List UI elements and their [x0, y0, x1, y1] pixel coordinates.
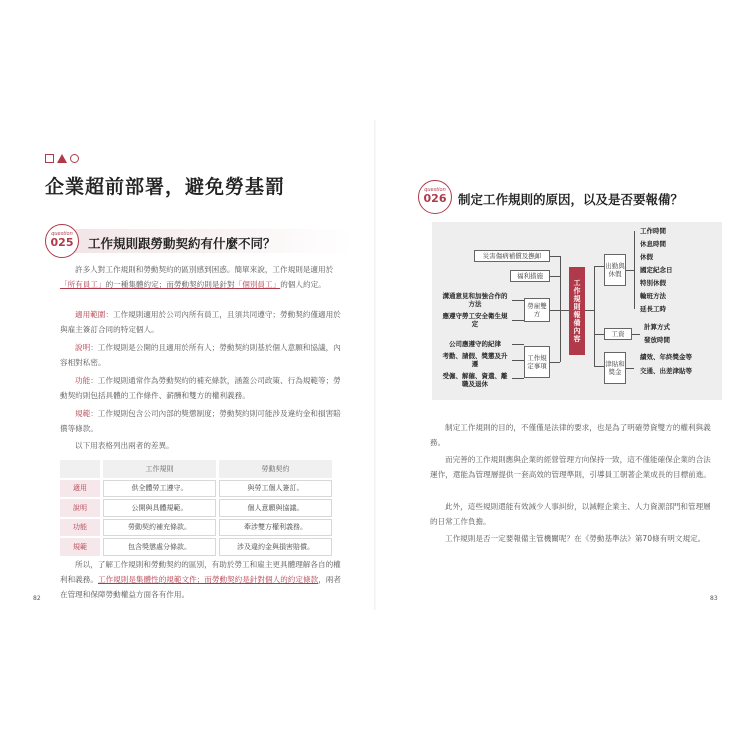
- table-corner: [60, 460, 100, 478]
- chapter-title: 企業超前部署，避免勞基罰: [45, 176, 286, 198]
- diagram-leave-list: [640, 225, 673, 316]
- triangle-icon: [57, 154, 67, 163]
- table-cell: 包含獎懲處分條款。: [103, 538, 216, 556]
- table-row-label: 規範: [60, 538, 100, 556]
- paragraph-scope: 適用範圍：工作規則適用於公司內所有員工，且須共同遵守；勞動契約僅適用於與雇主簽訂合同的特定個人。: [60, 310, 341, 334]
- diagram-item: 公司應遵守的紀律: [449, 340, 501, 348]
- table-header-cell: 勞動契約: [219, 460, 332, 478]
- report-content-diagram: [432, 222, 722, 400]
- diagram-node: 工作規定事項: [524, 346, 550, 378]
- page-number-left: 82: [33, 595, 41, 602]
- diagram-node: 出勤與休假: [604, 254, 626, 286]
- chapter-icons: [45, 154, 79, 166]
- diagram-connector: [550, 310, 560, 311]
- question-number: 025: [50, 236, 74, 249]
- question-title: 工作規則跟勞動契約有什麼不同？: [88, 236, 276, 251]
- diagram-item: 應遵守勞工安全衛生規定: [442, 312, 508, 328]
- diagram-node: 災害傷病補償及撫卹: [474, 250, 550, 262]
- circle-icon: [70, 154, 79, 163]
- table-header-row: [60, 460, 332, 478]
- question-word: question: [51, 231, 73, 237]
- diagram-connector: [550, 362, 560, 363]
- paragraph-management: 而完善的工作規則應與企業的經營管理方向保持一致，這不僅能確保企業的合法運作，還能為管理層提供一套高效的管理準則，引導員工朝著企業成長的目標前進。: [430, 455, 711, 479]
- paragraph-intro: 許多人對工作規則和勞動契約的區別感到困惑。簡單來說，工作規則是適用於「所有員工」的一種集體約定；而勞動契約則是針對「個別員工」的個人約定。: [60, 265, 334, 289]
- diagram-bracket: [634, 231, 635, 309]
- question-title: 制定工作規則的原因，以及是否要報備？: [458, 192, 684, 207]
- diagram-connector: [594, 366, 604, 367]
- square-icon: [45, 154, 54, 163]
- table-cell: 與勞工個人簽訂。: [219, 480, 332, 498]
- diagram-allowance-list: [640, 353, 700, 376]
- diagram-item: 發放時間: [644, 336, 670, 344]
- diagram-wage-list: [644, 321, 670, 347]
- question-number: 026: [423, 192, 447, 205]
- diagram-item: 考勤、請假、獎懲及升遷: [442, 352, 508, 368]
- table-cell: 勞動契約補充條款。: [103, 519, 216, 537]
- diagram-connector: [550, 256, 560, 257]
- diagram-item: 計算方式: [644, 323, 670, 331]
- diagram-connector: [585, 310, 594, 311]
- diagram-node: 勞雇雙方: [524, 298, 550, 322]
- diagram-item: 輪班方法: [640, 292, 666, 300]
- comparison-table: [60, 460, 332, 558]
- diagram-item: 延長工時: [640, 305, 666, 313]
- diagram-connector: [512, 320, 524, 321]
- book-gutter: [374, 120, 376, 610]
- paragraph-rules: 規範：工作規則包含公司內部的獎懲制度；勞動契約則可能涉及違約金和損害賠償等條款。: [60, 409, 341, 433]
- table-cell: 涉及違約金與損害賠償。: [219, 538, 332, 556]
- paragraph-summary: 所以，了解工作規則和勞動契約的區別，有助於勞工和雇主更具體理解各自的權利和義務。工作規則是集體性的規範文件；而勞動契約是針對個人的約定條款，兩者在管理和保障勞動權益方面各有作用。: [60, 560, 341, 599]
- diagram-connector: [626, 270, 634, 271]
- diagram-node: 工資: [604, 328, 632, 340]
- table-cell: 供全體勞工遵守。: [103, 480, 216, 498]
- table-cell: 個人意願與協議。: [219, 499, 332, 517]
- table-row: [60, 538, 332, 556]
- diagram-item: 特別休假: [640, 279, 666, 287]
- page-number-right: 83: [710, 595, 718, 602]
- paragraph-purpose: 制定工作規則的目的，不僅僅是法律的要求，也是為了明確勞資雙方的權利與義務。: [430, 423, 711, 447]
- table-row-label: 適用: [60, 480, 100, 498]
- diagram-connector: [594, 266, 604, 267]
- question-badge: [418, 180, 452, 214]
- paragraph-disputes: 此外，這些規則還能有效減少人事糾紛，以減輕企業主、人力資源部門和管理層的日常工作負擔。: [430, 502, 711, 526]
- diagram-item: 受僱、解僱、資遣、離職及退休: [442, 372, 508, 388]
- diagram-spine: [560, 256, 561, 362]
- diagram-connector: [512, 344, 524, 345]
- paragraph-table-intro: 以下用表格列出兩者的差異。: [75, 441, 174, 450]
- diagram-connector: [626, 368, 634, 369]
- table-header-cell: 工作規則: [103, 460, 216, 478]
- diagram-connector: [632, 334, 640, 335]
- table-row: [60, 519, 332, 537]
- diagram-connector: [512, 378, 524, 379]
- table-cell: 牽涉雙方權利義務。: [219, 519, 332, 537]
- diagram-item: 休假: [640, 253, 653, 261]
- diagram-item: 溝通意見和加強合作的方法: [442, 292, 508, 308]
- diagram-center: 工作規則報備內容: [569, 267, 585, 355]
- paragraph-report: 工作規則是否一定要報備主管機關呢？在《勞動基準法》第70條有明文規定。: [445, 534, 706, 543]
- paragraph-explain: 說明：工作規則是公開的且適用於所有人；勞動契約則基於個人意願和協議，內容相對私密。: [60, 343, 341, 367]
- diagram-connector: [550, 276, 560, 277]
- table-row: [60, 499, 332, 517]
- diagram-connector: [594, 334, 604, 335]
- question-word: question: [424, 187, 446, 193]
- diagram-connector: [512, 360, 524, 361]
- table-row: [60, 480, 332, 498]
- diagram-node: 津貼和獎金: [604, 352, 626, 384]
- diagram-connector: [512, 300, 524, 301]
- table-row-label: 說明: [60, 499, 100, 517]
- diagram-item: 績效、年終獎金等: [640, 353, 692, 361]
- diagram-node: 福利措施: [510, 270, 550, 282]
- diagram-connector: [560, 310, 569, 311]
- diagram-item: 國定紀念日: [640, 266, 673, 274]
- diagram-item: 休息時間: [640, 240, 666, 248]
- diagram-item: 交通、出差津貼等: [640, 367, 692, 375]
- question-badge: [45, 224, 79, 258]
- diagram-item: 工作時間: [640, 227, 666, 235]
- diagram-spine: [594, 266, 595, 366]
- table-row-label: 功能: [60, 519, 100, 537]
- paragraph-function: 功能：工作規則通常作為勞動契約的補充條款，涵蓋公司政策、行為規範等；勞動契約則包括具體的工作條件、薪酬和雙方的權利義務。: [60, 376, 341, 400]
- table-cell: 公開與具體規範。: [103, 499, 216, 517]
